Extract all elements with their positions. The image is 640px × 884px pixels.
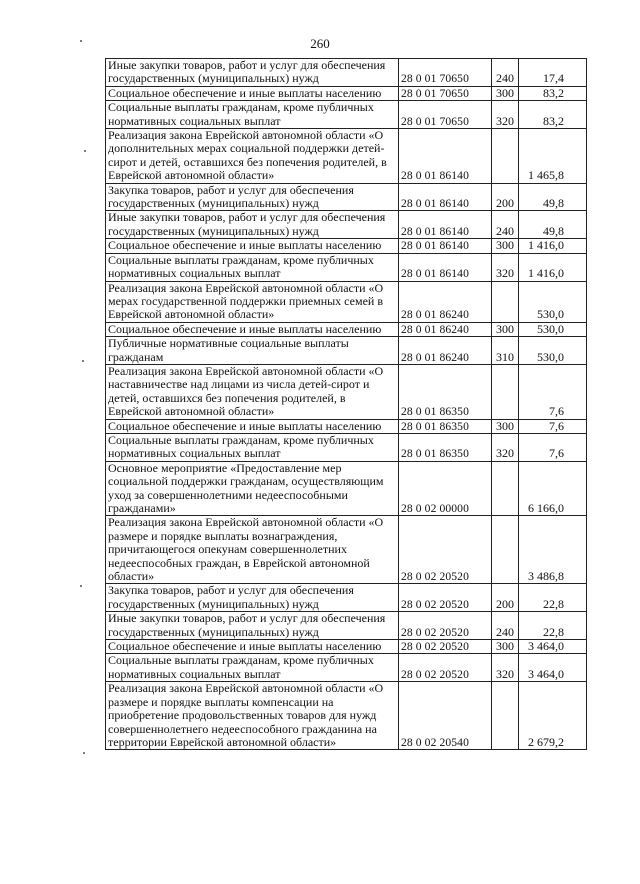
row-code: 28 0 01 86140: [399, 211, 492, 239]
table-row: [106, 281, 587, 322]
row-vr: 240: [492, 59, 519, 87]
row-code: 28 0 01 86140: [399, 183, 492, 211]
row-vr: 240: [492, 612, 519, 640]
row-code: 28 0 02 20520: [399, 654, 492, 682]
row-vr: 200: [492, 183, 519, 211]
table-row: [106, 461, 587, 516]
table-row: [106, 253, 587, 281]
row-code: 28 0 02 20520: [399, 612, 492, 640]
row-code: 28 0 01 86140: [399, 253, 492, 281]
table-row: [106, 239, 587, 253]
row-vr: [492, 516, 519, 584]
page-number: 260: [310, 36, 330, 51]
table-row: [106, 364, 587, 419]
row-name: Иные закупки товаров, работ и услуг для обеспечения государственных (муниципальных) нужд: [106, 59, 399, 87]
row-code: 28 0 01 70650: [399, 59, 492, 87]
row-name: Реализация закона Еврейской автономной области «О мерах государственной поддержки приемных семей в Еврейской автономной области»: [106, 281, 399, 322]
row-sum: 1 416,0: [519, 253, 587, 281]
row-vr: [492, 682, 519, 750]
row-vr: 320: [492, 101, 519, 129]
row-code: 28 0 01 86240: [399, 322, 492, 336]
scan-speck: [84, 150, 86, 152]
row-code: 28 0 01 70650: [399, 101, 492, 129]
row-code: 28 0 01 86350: [399, 433, 492, 461]
row-name: Социальные выплаты гражданам, кроме публичных нормативных социальных выплат: [106, 101, 399, 129]
row-sum: 3 464,0: [519, 654, 587, 682]
table-row: [106, 211, 587, 239]
row-sum: 3 464,0: [519, 640, 587, 654]
row-vr: 300: [492, 86, 519, 100]
table-row: [106, 337, 587, 365]
row-code: 28 0 01 86240: [399, 337, 492, 365]
row-sum: 2 679,2: [519, 682, 587, 750]
row-name: Социальное обеспечение и иные выплаты населению: [106, 640, 399, 654]
row-name: Социальные выплаты гражданам, кроме публичных нормативных социальных выплат: [106, 654, 399, 682]
row-sum: 83,2: [519, 86, 587, 100]
row-sum: 530,0: [519, 322, 587, 336]
row-name: Социальные выплаты гражданам, кроме публичных нормативных социальных выплат: [106, 433, 399, 461]
scan-speck: [80, 585, 82, 587]
row-sum: 22,8: [519, 612, 587, 640]
table-row: [106, 129, 587, 184]
table-row: [106, 640, 587, 654]
row-vr: 320: [492, 253, 519, 281]
row-code: 28 0 01 70650: [399, 86, 492, 100]
row-code: 28 0 02 00000: [399, 461, 492, 516]
table-row: [106, 101, 587, 129]
row-sum: 17,4: [519, 59, 587, 87]
row-name: Реализация закона Еврейской автономной области «О наставничестве над лицами из числа детей-сирот и детей, оставшихся без попечения родителей, в Еврейской автономной области»: [106, 364, 399, 419]
row-name: Иные закупки товаров, работ и услуг для обеспечения государственных (муниципальных) нужд: [106, 211, 399, 239]
row-sum: 530,0: [519, 281, 587, 322]
row-name: Иные закупки товаров, работ и услуг для обеспечения государственных (муниципальных) нужд: [106, 612, 399, 640]
row-name: Социальное обеспечение и иные выплаты населению: [106, 239, 399, 253]
table-row: [106, 322, 587, 336]
row-vr: 320: [492, 654, 519, 682]
table-row: [106, 654, 587, 682]
table-row: [106, 584, 587, 612]
row-vr: 240: [492, 211, 519, 239]
row-vr: 310: [492, 337, 519, 365]
row-name: Социальное обеспечение и иные выплаты населению: [106, 419, 399, 433]
table-row: [106, 86, 587, 100]
row-vr: [492, 461, 519, 516]
row-sum: 7,6: [519, 419, 587, 433]
table-row: [106, 419, 587, 433]
table-row: [106, 59, 587, 87]
row-name: Реализация закона Еврейской автономной области «О размере и порядке выплаты компенсации на приобретение продовольственных товаров для нужд совершеннолетнего недееспособного гражданина на территории Еврейской автономной области»: [106, 682, 399, 750]
row-code: 28 0 02 20520: [399, 516, 492, 584]
row-name: Публичные нормативные социальные выплаты гражданам: [106, 337, 399, 365]
scan-speck: [80, 40, 82, 42]
row-vr: [492, 364, 519, 419]
row-name: Реализация закона Еврейской автономной области «О дополнительных мерах социальной поддержки детей-сирот и детей, оставшихся без попечения родителей, в Еврейской автономной области»: [106, 129, 399, 184]
table-row: [106, 516, 587, 584]
row-name: Основное мероприятие «Предоставление мер социальной поддержки гражданам, осуществляющим уход за совершеннолетними недееспособными гражданами»: [106, 461, 399, 516]
row-name: Социальное обеспечение и иные выплаты населению: [106, 86, 399, 100]
row-vr: 300: [492, 239, 519, 253]
row-vr: 200: [492, 584, 519, 612]
scan-speck: [82, 360, 84, 362]
row-name: Закупка товаров, работ и услуг для обеспечения государственных (муниципальных) нужд: [106, 584, 399, 612]
budget-table: [105, 58, 587, 750]
row-vr: [492, 281, 519, 322]
scan-speck: [83, 752, 85, 754]
row-code: 28 0 02 20540: [399, 682, 492, 750]
row-sum: 22,8: [519, 584, 587, 612]
row-sum: 6 166,0: [519, 461, 587, 516]
row-sum: 1 416,0: [519, 239, 587, 253]
row-vr: 320: [492, 433, 519, 461]
row-sum: 3 486,8: [519, 516, 587, 584]
row-code: 28 0 01 86140: [399, 239, 492, 253]
row-sum: 7,6: [519, 433, 587, 461]
row-sum: 49,8: [519, 211, 587, 239]
row-vr: [492, 129, 519, 184]
row-sum: 530,0: [519, 337, 587, 365]
table-row: [106, 612, 587, 640]
row-name: Социальное обеспечение и иные выплаты населению: [106, 322, 399, 336]
row-name: Закупка товаров, работ и услуг для обеспечения государственных (муниципальных) нужд: [106, 183, 399, 211]
row-name: Социальные выплаты гражданам, кроме публичных нормативных социальных выплат: [106, 253, 399, 281]
row-vr: 300: [492, 322, 519, 336]
row-sum: 83,2: [519, 101, 587, 129]
table-row: [106, 682, 587, 750]
row-name: Реализация закона Еврейской автономной области «О размере и порядке выплаты вознаграждения, причитающегося опекунам совершеннолетних недееспособных граждан, в Еврейской автономной области»: [106, 516, 399, 584]
row-vr: 300: [492, 640, 519, 654]
row-code: 28 0 01 86350: [399, 419, 492, 433]
row-code: 28 0 01 86240: [399, 281, 492, 322]
table-row: [106, 183, 587, 211]
row-sum: 49,8: [519, 183, 587, 211]
row-code: 28 0 02 20520: [399, 640, 492, 654]
table-row: [106, 433, 587, 461]
row-sum: 7,6: [519, 364, 587, 419]
row-code: 28 0 01 86140: [399, 129, 492, 184]
row-sum: 1 465,8: [519, 129, 587, 184]
row-code: 28 0 02 20520: [399, 584, 492, 612]
row-code: 28 0 01 86350: [399, 364, 492, 419]
row-vr: 300: [492, 419, 519, 433]
